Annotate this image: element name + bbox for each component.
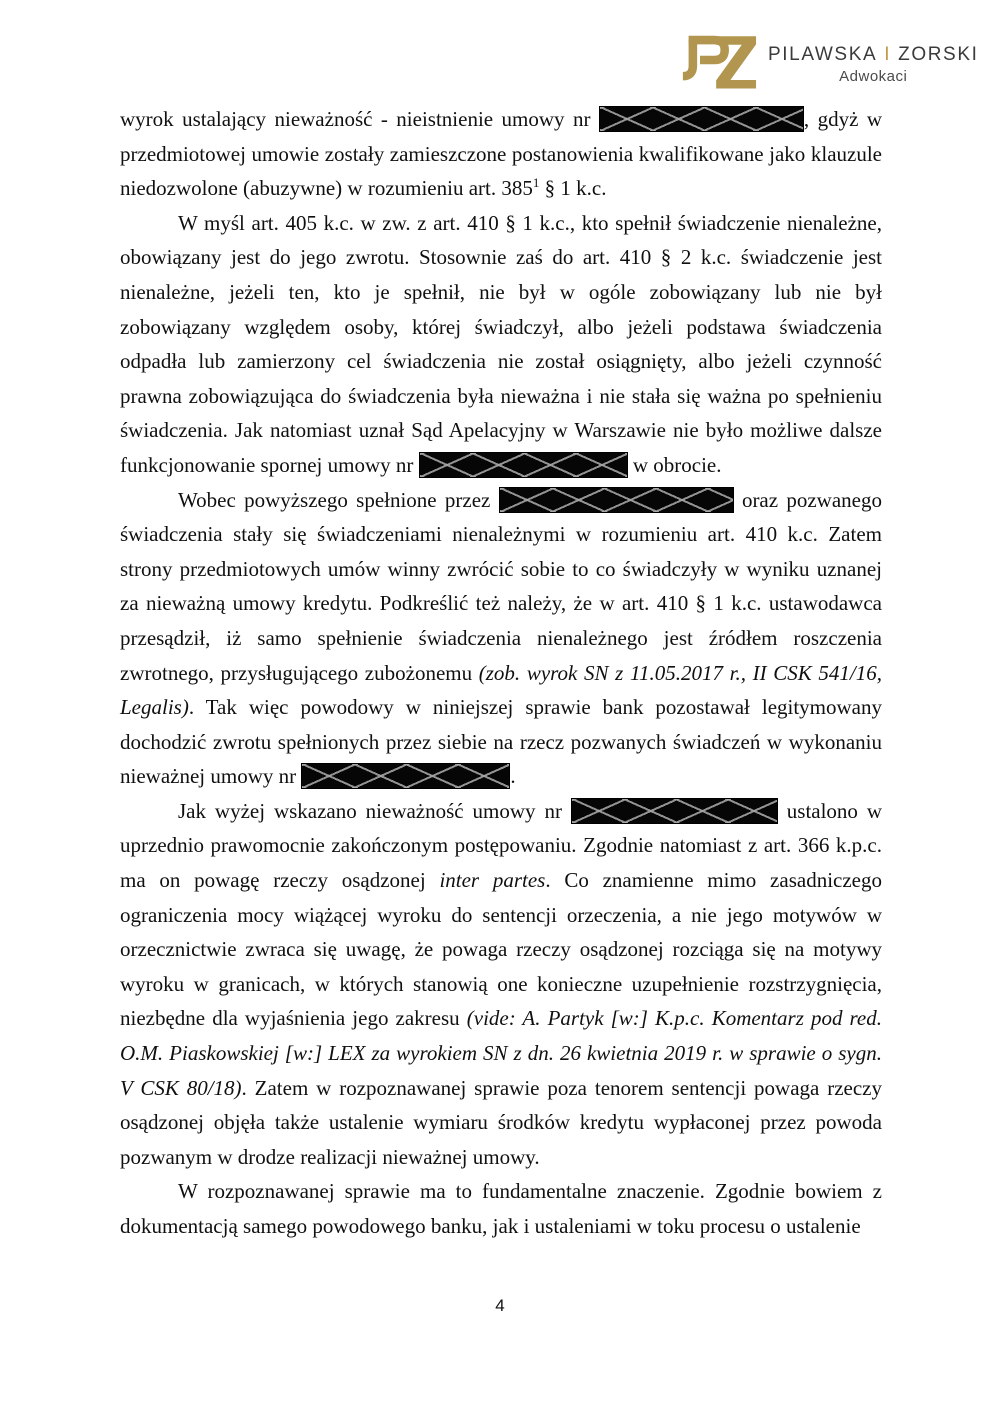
redaction-box [499,487,734,513]
redaction-box [599,106,804,132]
redaction-box [419,452,628,478]
paragraph [120,483,882,794]
italic-citation: inter partes [439,868,546,893]
letterhead [676,22,978,98]
text-segment: W rozpoznawanej sprawie ma to fundamentalne znaczenie. Zgodnie bowiem z dokumentacją samego powodowego banku, jak i ustaleniami w toku procesu o ustalenie [120,1179,882,1238]
text-segment: Jak wyżej wskazano nieważność umowy nr [178,798,571,823]
firm-name-part1: PILAWSKA [768,44,878,65]
italic-citation: (vide: A. Partyk [w:] K.p.c. Komentarz pod red. O.M. Piaskowskiej [w:] LEX za wyrokiem SN z dn. 26 kwietnia 2019 r. w sprawie o sygn. V CSK 80/18) [120,1006,882,1100]
text-segment: § 1 k.c. [539,176,607,201]
firm-name-part2: ZORSKI [898,44,979,65]
page-number: 4 [495,1296,505,1315]
paragraph [120,794,882,1175]
pz-monogram-icon [676,22,762,98]
text-segment: wyrok ustalający nieważność - nieistnienie umowy nr [120,107,599,131]
text-segment: Wobec powyższego spełnione przez [178,487,499,512]
paragraph [120,1174,882,1243]
text-segment: . Tak więc powodowy w niniejszej sprawie bank pozostawał legitymowany dochodzić zwrotu spełnionych przez siebie na rzecz pozwanych świadczeń w wykonaniu nieważnej umowy nr [120,695,882,789]
redaction-box [301,763,510,789]
firm-block [768,22,978,85]
document-body [120,102,882,1244]
text-segment: oraz pozwanego świadczenia stały się świadczeniami nienależnymi w rozumieniu art. 410 k.c. Zatem strony przedmiotowych umów winny zwrócić sobie to co świadczyły w wyniku uznanej za nieważną umowy kredytu. Podkreślić też należy, że w art. 410 § 1 k.c. ustawodawca przesądził, iż samo spełnienie świadczenia nienależnego jest źródłem roszczenia zwrotnego, przysługującego zubożonemu [120,487,882,685]
paragraph [120,206,882,483]
text-segment: . Co znamienne mimo zasadniczego ograniczenia mocy wiążącej wyroku do sentencji orzeczenia, a nie jego motywów w orzecznictwie zwraca się uwagę, że powaga rzeczy osądzonej rozciąga się na motywy wyroku w granicach, w których stanowią one konieczne uzupełnienie rozstrzygnięcia, niezbędne dla wyjaśnienia jego zakresu [120,868,882,1031]
text-segment: , gdyż w przedmiotowej umowie zostały zamieszczone postanowienia kwalifikowane jako klauzule niedozwolone (abuzywne) w rozumieniu art. 385 [120,107,882,201]
superscript: 1 [532,175,540,191]
firm-name [768,44,978,66]
text-segment: w obrocie. [627,452,722,477]
redaction-box [571,798,778,824]
firm-subtitle: Adwokaci [839,68,908,85]
paragraph [120,102,882,206]
text-segment: . [510,764,516,789]
text-segment: W myśl art. 405 k.c. w zw. z art. 410 § 1 k.c., kto spełnił świadczenie nienależne, obowiązany jest do jego zwrotu. Stosownie zaś do art. 410 § 2 k.c. świadczenie jest nienależne, jeżeli ten, kto je spełnił, nie był w ogóle zobowiązany lub nie był zobowiązany względem osoby, której świadczył, albo jeżeli podstawa świadczenia odpadła lub zamierzony cel świadczenia nie został osiągnięty, albo jeżeli czynność prawna zobowiązująca do świadczenia była nieważna i nie stała się ważna po spełnieniu świadczenia. Jak natomiast uznał Sąd Apelacyjny w Warszawie nie było możliwe dalsze funkcjonowanie spornej umowy nr [120,210,882,477]
firm-name-separator: I [884,44,892,65]
italic-citation: (zob. wyrok SN z 11.05.2017 r., II CSK 541/16, Legalis) [120,660,882,720]
text-segment: ustalono w uprzednio prawomocnie zakończonym postępowaniu. Zgodnie natomiast z art. 366 k.p.c. ma on powagę rzeczy osądzonej [120,798,883,893]
text-segment: . Zatem w rozpoznawanej sprawie poza tenorem sentencji powaga rzeczy osądzonej objęła także ustalenie wymiaru środków kredytu wypłaconej przez powoda pozwanym w drodze realizacji nieważnej umowy. [120,1075,882,1169]
